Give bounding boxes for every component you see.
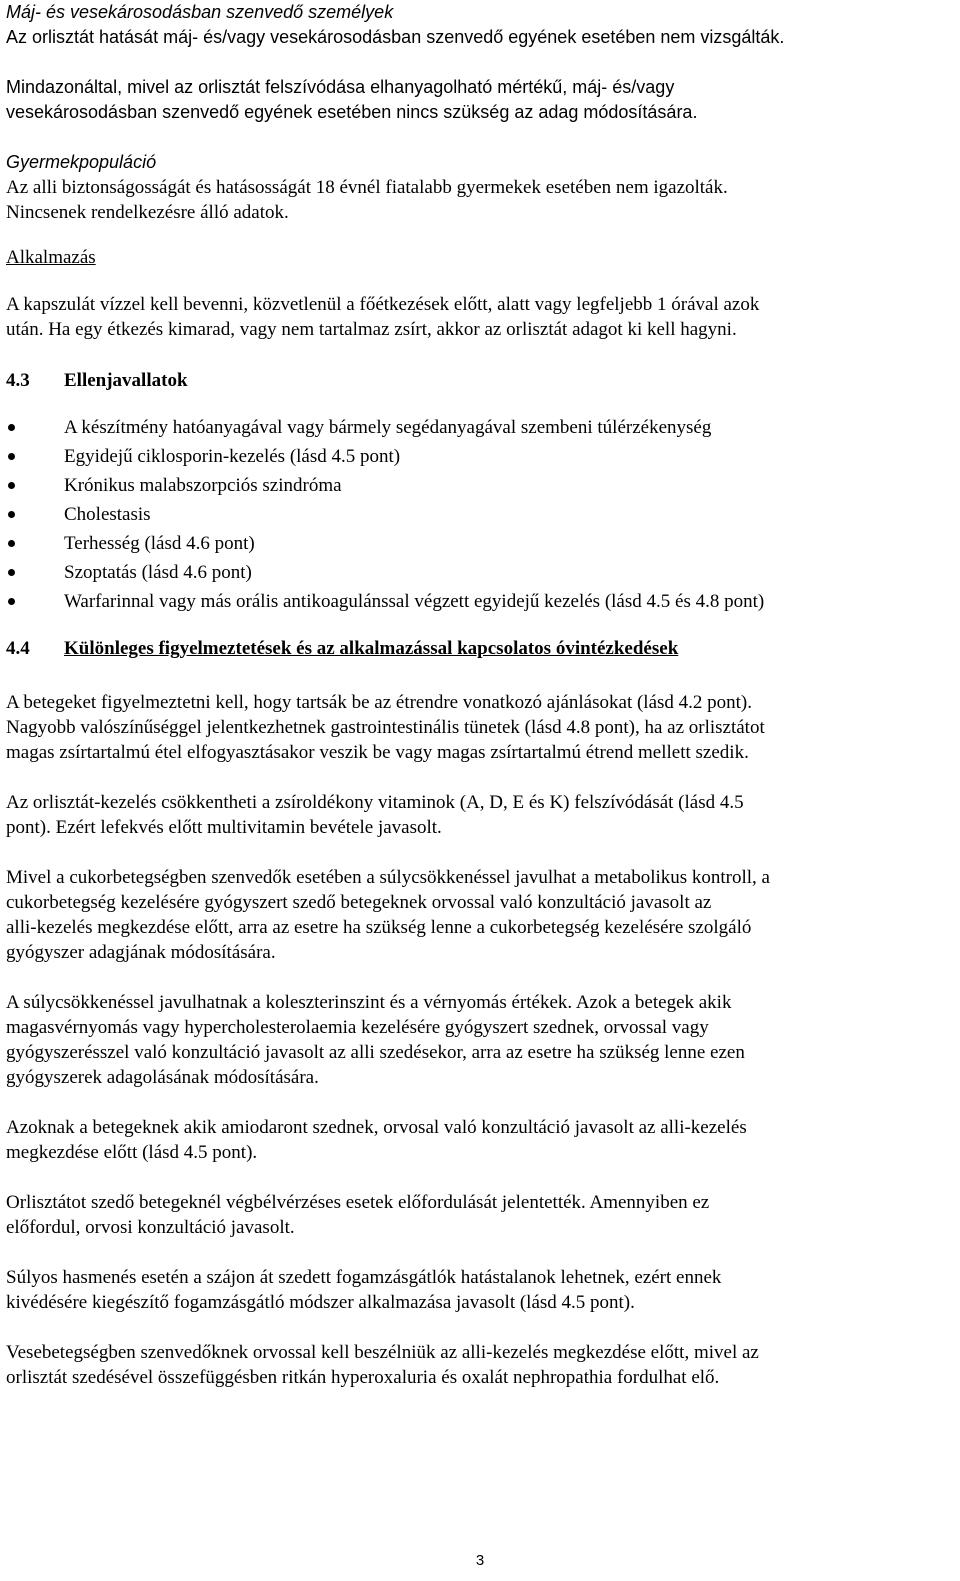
text-line: alli-kezelés megkezdése előtt, arra az esetre ha szükség lenne a cukorbetegség kezelésére szolgáló (6, 917, 752, 938)
section-title: Különleges figyelmeztetések és az alkalmazással kapcsolatos óvintézkedések (64, 638, 679, 659)
text-line: gyógyszer adagjának módosítására. (6, 942, 276, 963)
text-line: Mivel a cukorbetegségben szenvedők esetében a súlycsökkenéssel javulhat a metabolikus kontroll, a (6, 867, 770, 888)
bullet-icon (8, 424, 15, 431)
administration-text-line: után. Ha egy étkezés kimarad, vagy nem tartalmaz zsírt, akkor az orlisztát adagot ki kell hagyni. (6, 319, 737, 340)
bullet-icon (8, 482, 15, 489)
text-line: gyógyszerésszel való konzultáció javasolt az alli szedésekor, arra az esetre ha szükség lenne ezen (6, 1042, 745, 1063)
text-line: orlisztát szedésével összefüggésben ritkán hyperoxaluria és oxalát nephropathia fordulhat elő. (6, 1367, 720, 1388)
text-line: pont). Ezért lefekvés előtt multivitamin bevétele javasolt. (6, 817, 442, 838)
contraindications-list (6, 413, 952, 616)
text-line: előfordul, orvosi konzultáció javasolt. (6, 1217, 295, 1238)
text-line: kivédésére kiegészítő fogamzásgátló módszer alkalmazása javasolt (lásd 4.5 pont). (6, 1292, 635, 1313)
bullet-icon (8, 511, 15, 518)
section-heading-4-4 (6, 636, 952, 661)
list-item: Egyidejű ciklosporin-kezelés (lásd 4.5 pont) (6, 442, 952, 471)
section-number: 4.4 (6, 638, 30, 659)
administration-title: Alkalmazás (6, 247, 96, 268)
liver-kidney-title: Máj- és vesekárosodásban szenvedő személyek (6, 2, 394, 22)
warnings-paragraph (6, 1190, 952, 1240)
pediatric-text-line: Az alli biztonságosságát és hatásosságát 18 évnél fiatalabb gyermekek esetében nem igazolták. (6, 177, 728, 198)
warnings-paragraph (6, 790, 952, 840)
pediatric-title: Gyermekpopuláció (6, 152, 157, 172)
warnings-paragraph (6, 1115, 952, 1165)
text-line: cukorbetegség kezelésére gyógyszert szedő betegeknek orvossal való konzultáció javasolt az (6, 892, 712, 913)
list-item: Krónikus malabszorpciós szindróma (6, 471, 952, 500)
bullet-icon (8, 598, 15, 605)
section-title: Ellenjavallatok (64, 370, 188, 391)
list-item: Warfarinnal vagy más orális antikoagulánssal végzett egyidejű kezelés (lásd 4.5 és 4.8 pont) (6, 587, 952, 616)
list-item: Terhesség (lásd 4.6 pont) (6, 529, 952, 558)
text-line: A betegeket figyelmeztetni kell, hogy tartsák be az étrendre vonatkozó ajánlásokat (lásd 4.2 pont). (6, 692, 753, 713)
text-line: Vesebetegségben szenvedőknek orvossal kell beszélniük az alli-kezelés megkezdése előtt, mivel az (6, 1342, 759, 1363)
text-line: magasvérnyomás vagy hypercholesterolaemia kezelésére gyógyszert szednek, orvossal vagy (6, 1017, 709, 1038)
text-line: Nagyobb valószínűséggel jelentkezhetnek gastrointestinális tünetek (lásd 4.8 pont), ha az orlisztátot (6, 717, 765, 738)
text-line: Súlyos hasmenés esetén a szájon át szedett fogamzásgátlók hatástalanok lehetnek, ezért ennek (6, 1267, 722, 1288)
page-number: 3 (475, 1552, 485, 1569)
administration-text-line: A kapszulát vízzel kell bevenni, közvetlenül a főétkezések előtt, alatt vagy legfeljebb 1 órával azok (6, 294, 760, 315)
section-number: 4.3 (6, 370, 30, 391)
list-item: Cholestasis (6, 500, 952, 529)
document-page (6, 0, 952, 1390)
liver-kidney-text-line: Mindazonáltal, mivel az orlisztát felszívódása elhanyagolható mértékű, máj- és/vagy (6, 77, 675, 97)
bullet-icon (8, 569, 15, 576)
text-line: megkezdése előtt (lásd 4.5 pont). (6, 1142, 258, 1163)
liver-kidney-text-line: vesekárosodásban szenvedő egyének esetében nincs szükség az adag módosítására. (6, 102, 698, 122)
warnings-paragraph (6, 990, 952, 1090)
list-item: Szoptatás (lásd 4.6 pont) (6, 558, 952, 587)
list-item: A készítmény hatóanyagával vagy bármely segédanyagával szembeni túlérzékenység (6, 413, 952, 442)
text-line: gyógyszerek adagolásának módosítására. (6, 1067, 319, 1088)
warnings-paragraph (6, 1340, 952, 1390)
text-line: Orlisztátot szedő betegeknél végbélvérzéses esetek előfordulását jelentették. Amennyiben ez (6, 1192, 710, 1213)
warnings-paragraph (6, 865, 952, 965)
text-line: magas zsírtartalmú étel elfogyasztásakor veszik be vagy magas zsírtartalmú étrend mellett szedik. (6, 742, 749, 763)
text-line: A súlycsökkenéssel javulhatnak a koleszterinszint és a vérnyomás értékek. Azok a betegek akik (6, 992, 732, 1013)
bullet-icon (8, 540, 15, 547)
text-line: Az orlisztát-kezelés csökkentheti a zsíroldékony vitaminok (A, D, E és K) felszívódását (lásd 4.5 (6, 792, 744, 813)
liver-kidney-text: Az orlisztát hatását máj- és/vagy vesekárosodásban szenvedő egyének esetében nem vizsgálták. (6, 27, 785, 47)
section-heading-4-3 (6, 368, 952, 393)
warnings-paragraph (6, 1265, 952, 1315)
pediatric-text-line: Nincsenek rendelkezésre álló adatok. (6, 202, 289, 223)
bullet-icon (8, 453, 15, 460)
text-line: Azoknak a betegeknek akik amiodaront szednek, orvosal való konzultáció javasolt az alli-kezelés (6, 1117, 747, 1138)
warnings-paragraph (6, 690, 952, 765)
